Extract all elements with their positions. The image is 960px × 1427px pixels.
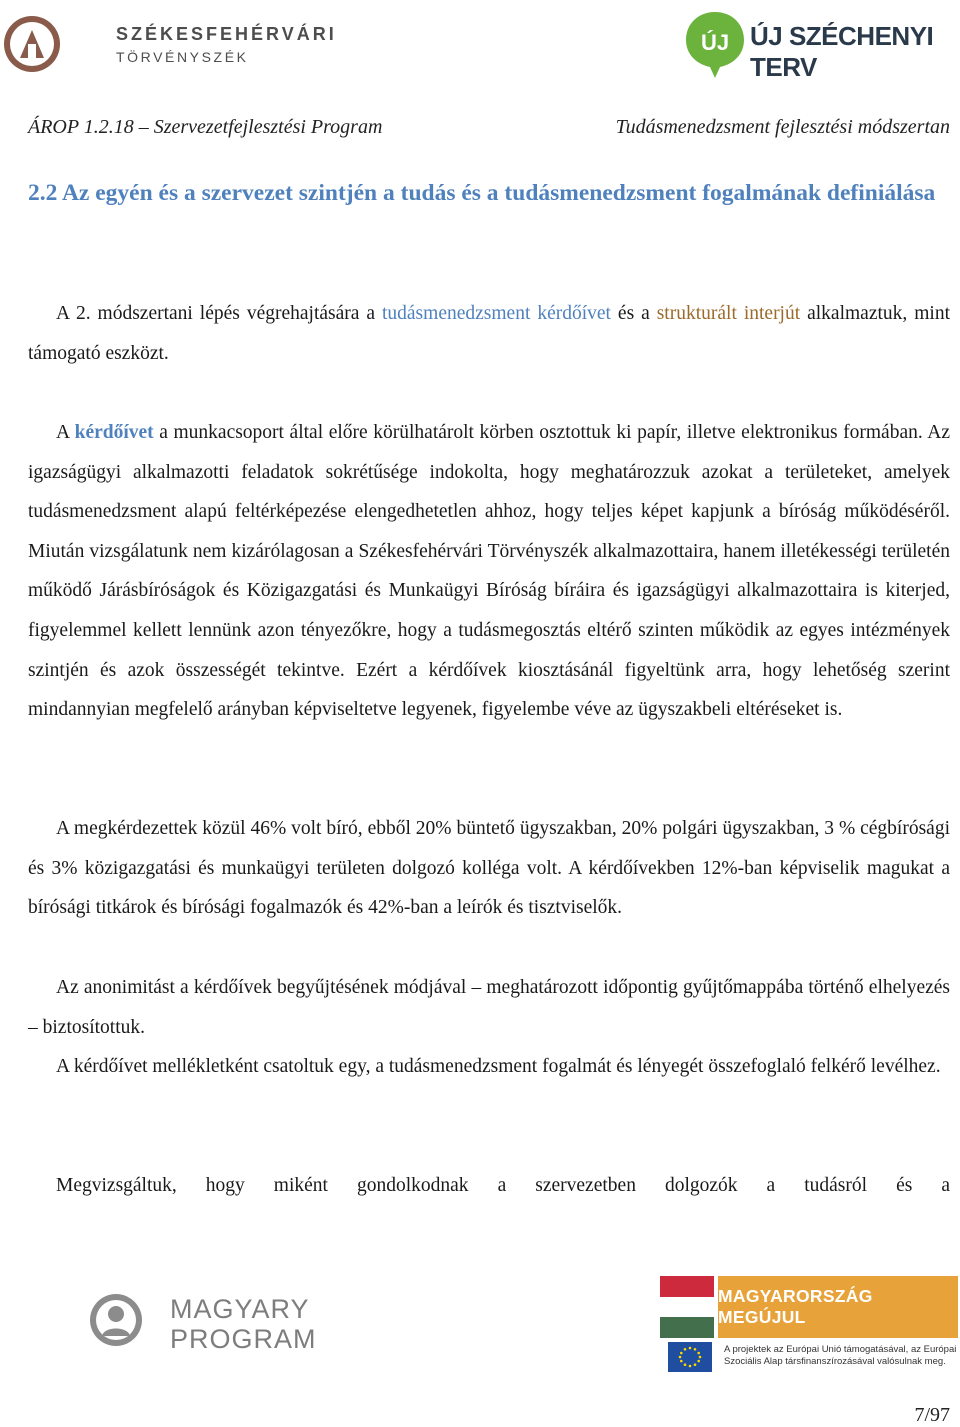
paragraph-1 — [28, 294, 950, 373]
running-header-right: Tudásmenedzsment fejlesztési módszertan — [615, 116, 950, 138]
uj-szechenyi-terv-logo — [682, 8, 748, 80]
p2-text-a: A — [56, 422, 75, 443]
p5-text: A kérdőívet mellékletként csatoltuk egy, a tudásmenedzsment fogalmát és lényegét összefoglaló felkérő levélhez. — [56, 1056, 941, 1077]
p1-text-a: A 2. módszertani lépés végrehajtására a — [56, 303, 382, 324]
org-name-line2: TÖRVÉNYSZÉK — [116, 49, 249, 65]
magyary-text-line2: PROGRAM — [170, 1324, 317, 1354]
highlight-tudasmenedzsment-kerdoiv: tudásmenedzsment kérdőívet — [381, 303, 611, 324]
org-name-line1: SZÉKESFEHÉRVÁRI — [116, 24, 337, 44]
p1-text-c: és a — [610, 303, 657, 324]
szekesfehervari-court-logo — [2, 14, 62, 74]
magyary-program-logo — [88, 1292, 144, 1348]
p6-text: Megvizsgáltuk, hogy miként gondolkodnak a szervezetben dolgozók a tudásról és a — [56, 1175, 950, 1196]
p3-text: A megkérdezettek közül 46% volt bíró, ebből 20% büntető ügyszakban, 20% polgári ügyszakban, 3 % cégbírósági és 3% közigazgatási és munkaügyi területen dolgozó kolléga volt. A kérdőívekben 12%-ban képviselik magukat a bírósági titkárok és bírósági fogalmazók és 42%-ban a leírók és tisztviselők. — [28, 818, 950, 919]
program-logo-text: ÚJ SZÉCHENYI TERV — [750, 21, 934, 82]
paragraph-6 — [28, 1166, 950, 1206]
page-number: 7/97 — [914, 1404, 950, 1426]
highlight-kerdoiv: kérdőívet — [74, 422, 154, 443]
p4-text: Az anonimitást a kérdőívek begyűjtésének módjával – meghatározott időpontig gyűjtőmappába történő elhelyezés – biztosítottuk. — [28, 977, 950, 1038]
paragraph-5 — [28, 1047, 950, 1087]
magyarorszag-megujul-banner — [718, 1276, 958, 1338]
eu-flag-icon — [668, 1342, 712, 1372]
paragraph-2 — [28, 413, 950, 730]
paragraph-3 — [28, 809, 950, 928]
paragraph-4 — [28, 968, 950, 1047]
hungarian-flag-icon — [660, 1276, 714, 1338]
running-header-left: ÁROP 1.2.18 – Szervezetfejlesztési Program — [28, 116, 383, 138]
magyary-text-line1: MAGYARY — [170, 1294, 310, 1324]
p2-text-c: a munkacsoport által előre körülhatárolt körben osztottuk ki papír, illetve elektronikus formában. Az igazságügyi alkalmazotti feladatok sokrétűsége indokolta, hogy meghatározzuk azokat a területeket, amelyek tudásmenedzsment alapú feltérképezése elengedhetetlen ahhoz, hogy teljes képet kapjunk a bíróság működéséről. Miután vizsgálatunk nem kizárólagosan a Székesfehérvári Törvényszék alkalmazottaira, hanem illetékességi területén működő Járásbíróságok és Közigazgatási és Munkaügyi Bíróság bíráira és igazságügyi alkalmazottaira is kiterjed, figyelemmel kellett lennünk azon tényezőkre, hogy a tudásmegosztás eltérő szinten működik az egyes intézmények szintjén és azok összességét tekintve. Ezért a kérdőívek kiosztásánál figyeltünk arra, hogy lehetőség szerint mindannyian megfelelő arányban képviseltetve legyenek, figyelembe véve az ügyszakbeli eltéréseket is. — [28, 422, 950, 721]
eu-funding-note: A projektek az Európai Unió támogatásával, az Európai Szociális Alap társfinanszírozásával valósulnak meg. — [724, 1344, 957, 1367]
p1-text-e: alkalmaztuk, mint támogató eszközt. — [28, 303, 950, 364]
highlight-strukturalt-interju: strukturált interjút — [656, 303, 801, 324]
banner-text: MAGYARORSZÁG MEGÚJUL — [718, 1286, 873, 1327]
svg-text:ÚJ: ÚJ — [700, 30, 730, 55]
section-heading: 2.2 Az egyén és a szervezet szintjén a tudás és a tudásmenedzsment fogalmának definiálása — [28, 180, 936, 206]
